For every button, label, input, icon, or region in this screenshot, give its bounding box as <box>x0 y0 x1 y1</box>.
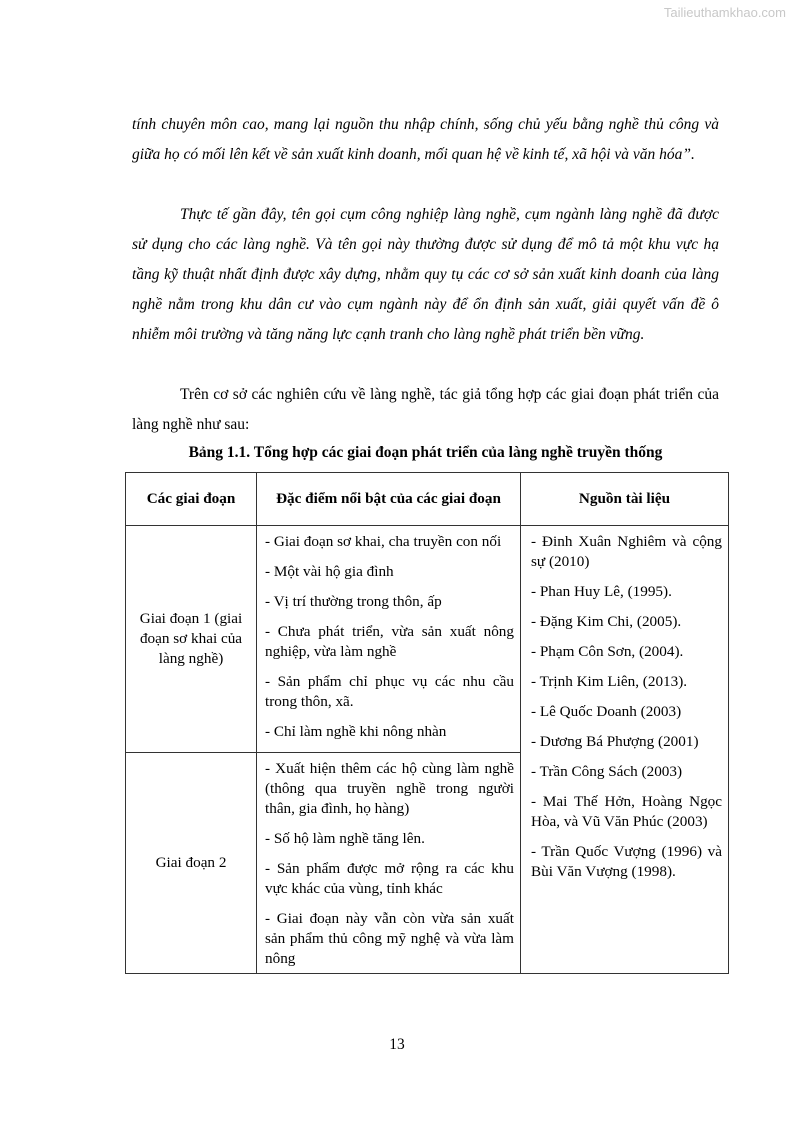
header-stages: Các giai đoạn <box>126 473 257 526</box>
table-row <box>126 526 729 753</box>
page-number: 13 <box>389 1036 405 1053</box>
header-sources: Nguồn tài liệu <box>521 473 729 526</box>
paragraph-definition-end: tính chuyên môn cao, mang lại nguồn thu nhập chính, sống chủ yếu bằng nghề thủ công và giữa họ có mối lên kết về sản xuất kinh doanh, mối quan hệ về kinh tế, xã hội và văn hóa”. <box>132 116 719 163</box>
stage-2-features <box>257 753 521 974</box>
list-item: - Một vài hộ gia đình <box>265 563 394 580</box>
list-item: - Giai đoạn sơ khai, cha truyền con nối <box>265 533 502 550</box>
stage-1-features <box>257 526 521 753</box>
source-item: - Đinh Xuân Nghiêm và cộng sự (2010) <box>531 533 722 570</box>
development-stages-table <box>125 472 729 974</box>
list-item: - Chưa phát triển, vừa sản xuất nông nghiệp, vừa làm nghề <box>265 623 514 660</box>
source-item: - Trần Quốc Vượng (1996) và Bùi Văn Vượng (1998). <box>531 843 722 880</box>
watermark: Tailieuthamkhao.com <box>663 5 786 20</box>
list-item: - Chỉ làm nghề khi nông nhàn <box>265 723 447 740</box>
source-item: - Phan Huy Lê, (1995). <box>531 583 672 600</box>
table-header-row <box>126 473 729 526</box>
source-item: - Phạm Côn Sơn, (2004). <box>531 643 684 660</box>
list-item: - Vị trí thường trong thôn, ấp <box>265 593 442 610</box>
stage-2-cell: Giai đoạn 2 <box>126 753 257 974</box>
stage-1-cell: Giai đoạn 1 (giai đoạn sơ khai của làng nghề) <box>126 526 257 753</box>
sources-cell <box>521 526 729 974</box>
header-features: Đặc điểm nổi bật của các giai đoạn <box>257 473 521 526</box>
list-item: - Sản phẩm chỉ phục vụ các nhu cầu trong thôn, xã. <box>265 673 514 710</box>
list-item: - Sản phẩm được mở rộng ra các khu vực khác của vùng, tỉnh khác <box>265 860 514 897</box>
list-item: - Số hộ làm nghề tăng lên. <box>265 830 425 847</box>
source-item: - Trần Công Sách (2003) <box>531 763 683 780</box>
source-item: - Trịnh Kim Liên, (2013). <box>531 673 688 690</box>
source-item: - Đặng Kim Chi, (2005). <box>531 613 682 630</box>
list-item: - Xuất hiện thêm các hộ cùng làm nghề (thông qua truyền nghề trong người thân, gia đình, họ hàng) <box>265 760 514 817</box>
table-caption: Bảng 1.1. Tổng hợp các giai đoạn phát triển của làng nghề truyền thống <box>188 444 663 461</box>
source-item: - Dương Bá Phượng (2001) <box>531 733 699 750</box>
source-item: - Lê Quốc Doanh (2003) <box>531 703 682 720</box>
source-item: - Mai Thế Hởn, Hoàng Ngọc Hòa, và Vũ Văn Phúc (2003) <box>531 793 722 830</box>
list-item: - Giai đoạn này vẫn còn vừa sản xuất sản phẩm thủ công mỹ nghệ và vừa làm nông <box>265 910 514 967</box>
paragraph-cluster-definition: Thực tế gần đây, tên gọi cụm công nghiệp làng nghề, cụm ngành làng nghề đã được sử dụng cho các làng nghề. Và tên gọi này thường được sử dụng để mô tả một khu vực hạ tầng kỹ thuật nhất định được xây dựng, nhằm quy tụ các cơ sở sản xuất kinh doanh của làng nghề nằm trong khu dân cư vào cụm ngành này để ổn định sản xuất, giải quyết vấn đề ô nhiễm môi trường và tăng năng lực cạnh tranh cho làng nghề phát triển bền vững. <box>132 206 719 343</box>
paragraph-intro-table: Trên cơ sở các nghiên cứu về làng nghề, tác giả tổng hợp các giai đoạn phát triển của làng nghề như sau: <box>132 386 719 433</box>
